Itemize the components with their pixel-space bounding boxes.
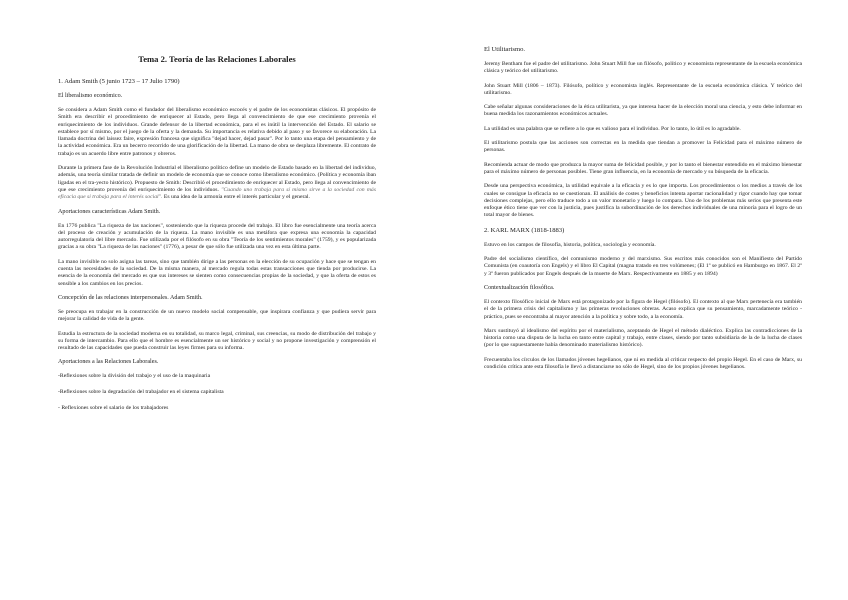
paragraph-socialism: Padre del socialismo científico, del comunismo moderno y del marxismo. Sus escritos más conocidos son el Manifiesto del Partido Comunista (en coautoría con Engels) y el libro El Capital (magna tratado en tres volúmenes; (El 1º se publicó en Hamburgo en 1867. El 2º y 3º fueron publicados por Engels después de la muerte de Marx. Respectivamente en 1885 y en 1894) xyxy=(484,256,802,277)
list-item: -Reflexiones sobre la división del trabajo y el uso de la maquinaria xyxy=(58,373,211,380)
adam-smith-heading: 1. Adam Smith (5 junio 1723 – 17 Julio 1790) xyxy=(58,78,180,85)
marx-heading: 2. KARL MARX (1818-1883) xyxy=(484,226,565,234)
context-heading: Contextualización filosófica. xyxy=(484,284,555,291)
labor-contributions-heading: Aportaciones a las Relaciones Laborales. xyxy=(58,359,159,366)
list-item: - Reflexiones sobre el salario de los trabajadores xyxy=(58,405,169,412)
paragraph-happiness: El utilitarismo postula que las acciones son correctas en la medida que tiendan a promover la Felicidad para el máximo número de personas. xyxy=(484,140,802,154)
paragraph-utility: La utilidad es una palabra que se refiere a lo que es valioso para el individuo. Por lo tanto, lo útil es lo agradable. xyxy=(484,125,741,132)
paragraph-society-structure: Estudia la estructura de la sociedad moderna en su totalidad, su marco legal, criminal, sus creencias, su modo de distribución del trabajo y su forma de intercambio. Para ello que el hombre es esencialmente un ser histórico y social y no propone investigación y comprensión el resultado de las capacidades que pueda construir las leyes firmes para su informa. xyxy=(58,330,376,352)
right-column xyxy=(484,46,802,378)
paragraph-text: Durante la primera fase de la Revolución Industrial el liberalismo político define un modelo de Estado basado en la libertad del individuo, además, una teoría similar tratada de definir un modelo de economía que se conoce como liberalismo económico. (Política y economía iban ligadas en el tra-yecto histórico). Propuesto de Smith: Describió el procedimiento de enriquecer al Estado, pero llega al convencimiento de que ese crecimiento provenía del enriquecimiento de los individuos. xyxy=(58,165,376,193)
paragraph-hegel-context: El contexto filosófico inicial de Marx está protagonizado por la figura de Hegel (filósofo). El contexto al que Marx pertenecía era también el de la primera crisis del capitalismo y las primeras revoluciones obreras. Acaso explica que su pensamiento, marcadamente teórico - práctico, pues se encontraba al mayor atención a la política y sobre todo, a la economía. xyxy=(484,298,802,320)
paragraph-liberalism: Se considera a Adam Smith como el fundador del liberalismo económico escocés y el padre de los economistas clásicos. El propósito de Smith era describir el procedimiento de enriquecer al Estado, pero llega al convencimiento de que ese crecimiento provenía el enriquecimiento de los individuos. Grande defensor de la libertad económica, para el es inútil la intervención del Estado. El salario se establece por sí mismo, por el juego de la oferta y la demanda. Su importancia es relativa debido al paso y se favorece su elaboración. La llamada doctrina del laissez faire, expresión francesa que significa "dejad hacer, dejad pasar". Por lo tanto una etapa del pensamiento y de la actividad económica. Era un becerro recorrido de una glorificación de la libertad. La mano de obra se desplaza libremente. El contrato de trabajo es un acuerdo libre entre patronos y obreros. xyxy=(58,107,376,157)
liberalism-heading: El liberalismo económico. xyxy=(58,93,123,99)
paragraph-text: Es una idea de la armonía entre el interés particular y el general. xyxy=(163,194,310,201)
paragraph-materialism: Marx sustituyó al idealismo del espíritu por el materialismo, aceptando de Hegel el método dialéctico. Explica las contradicciones de la historia como una disputa de la lucha en tanto entre capital y trabajo, entre clases, siendo por tanto subsidiaria de la de la lucha de clases (por lo que supuestamente había denominado materialismo histórico). xyxy=(484,327,802,349)
paragraph-industrial-revolution xyxy=(58,165,376,201)
smith-quote: "Cuando uno trabaja para sí mismo sirve a la sociedad con más eficacia que si trabaja para el interés social". xyxy=(58,186,376,201)
document-title: Tema 2. Teoría de las Relaciones Laborales xyxy=(138,54,296,64)
utilitarianism-heading: El Utilitarismo. xyxy=(484,46,526,53)
contributions-heading: Aportaciones características Adam Smith. xyxy=(58,208,161,215)
paragraph-social-model: Se preocupa en trabajar en la construcción de un nuevo modelo social compensable, que inspirara confianza y que pudiera servir para mejorar la calidad de vida de la gente. xyxy=(58,308,376,323)
paragraph-invisible-hand: La mano invisible no solo asigna las tareas, sino que también dirige a las personas en la elección de su ocupación y hace que se tengan en cuenta las necesidades de la sociedad. De la misma manera, al mercado regula todas estas transacciones que tienda por producirse. La esencia de la economía del mercado es que sus intereses se sienten como consecuencias propias de la sociedad, y que la oferta de estos es sensible a los cambios en los precios. xyxy=(58,258,376,287)
paragraph-economic-perspective: Desde una perspectiva económica, la utilidad equivale a la eficacia y es lo que importa. Los procedimientos o los medios a través de los cuales se consigue la eficacia no se cuestionan. El análisis de costes y beneficios intenta aportar racionalidad y rigor cuando hay que tomar decisiones complejas, pero ello traduce todo a un valor monetario y luego lo compara. Uno de los problemas más serios que presenta este enfoque ético tiene que ver con la justicia, pues justifica la subordinación de los derechos individuales de una minoría para el logro de un total mayor de bienes. xyxy=(484,183,802,219)
paragraph-young-hegelians: Frecuentaba los círculos de los llamados jóvenes hegelianos, que ni en medida al criticar respecto del propio Hegel. En el caso de Marx, su condición crítica ante esta filosofía le llevó a distanciarse no sólo de Hegel, sino de los propios jóvenes hegelianos. xyxy=(484,356,802,371)
paragraph-mill: John Stuart Mill (1806 – 1873). Filósofo, político y economista inglés. Representante de la escuela económica clásica. Y teórico del utilitarismo. xyxy=(484,82,802,96)
paragraph-ethics: Cabe señalar algunas consideraciones de la ética utilitarista, ya que interesa hacer de la elección moral una ciencia, y esto debe informar en buena medida los razonamientos económicos actuales. xyxy=(484,104,802,118)
paragraph-bentham: Jeremy Bentham fue el padre del utilitarismo. John Stuart Mill fue un filósofo, político y economista representante de la escuela económica clásica y teórico del utilitarismo. xyxy=(484,61,802,75)
paragraph-wealth-of-nations: En 1776 publica "La riqueza de las naciones", sosteniendo que la riqueza procede del trabajo. El libro fue esencialmente una teoría acerca del proceso de creación y acumulación de la riqueza. La mano invisible es una metáfora que expresa una economía la capacidad autorregulatoria del libre mercado. Fue utilizada por el filósofo en su obra "Teoría de los sentimientos morales" (1759), y es popularizada gracias a su obra "La riqueza de las naciones" (1776), a pesar de que sólo fue utilizada una vez en esta última parte. xyxy=(58,222,376,251)
list-item: -Reflexiones sobre la degradación del trabajador en el sistema capitalista xyxy=(58,389,224,396)
left-column xyxy=(58,44,376,421)
paragraph-fields: Estuvo en los campos de filosofía, historia, política, sociología y economía. xyxy=(484,241,656,248)
conception-heading: Concepción de las relaciones interpersonales. Adam Smith. xyxy=(58,294,203,301)
paragraph-recommendation: Recomienda actuar de modo que produzca la mayor suma de felicidad posible, y por lo tanto el bienestar entendido en el máximo bienestar para el máximo número de personas posibles. Tiene gran influencia, en la economía de mercado y su búsqueda de la eficacia. xyxy=(484,161,802,175)
